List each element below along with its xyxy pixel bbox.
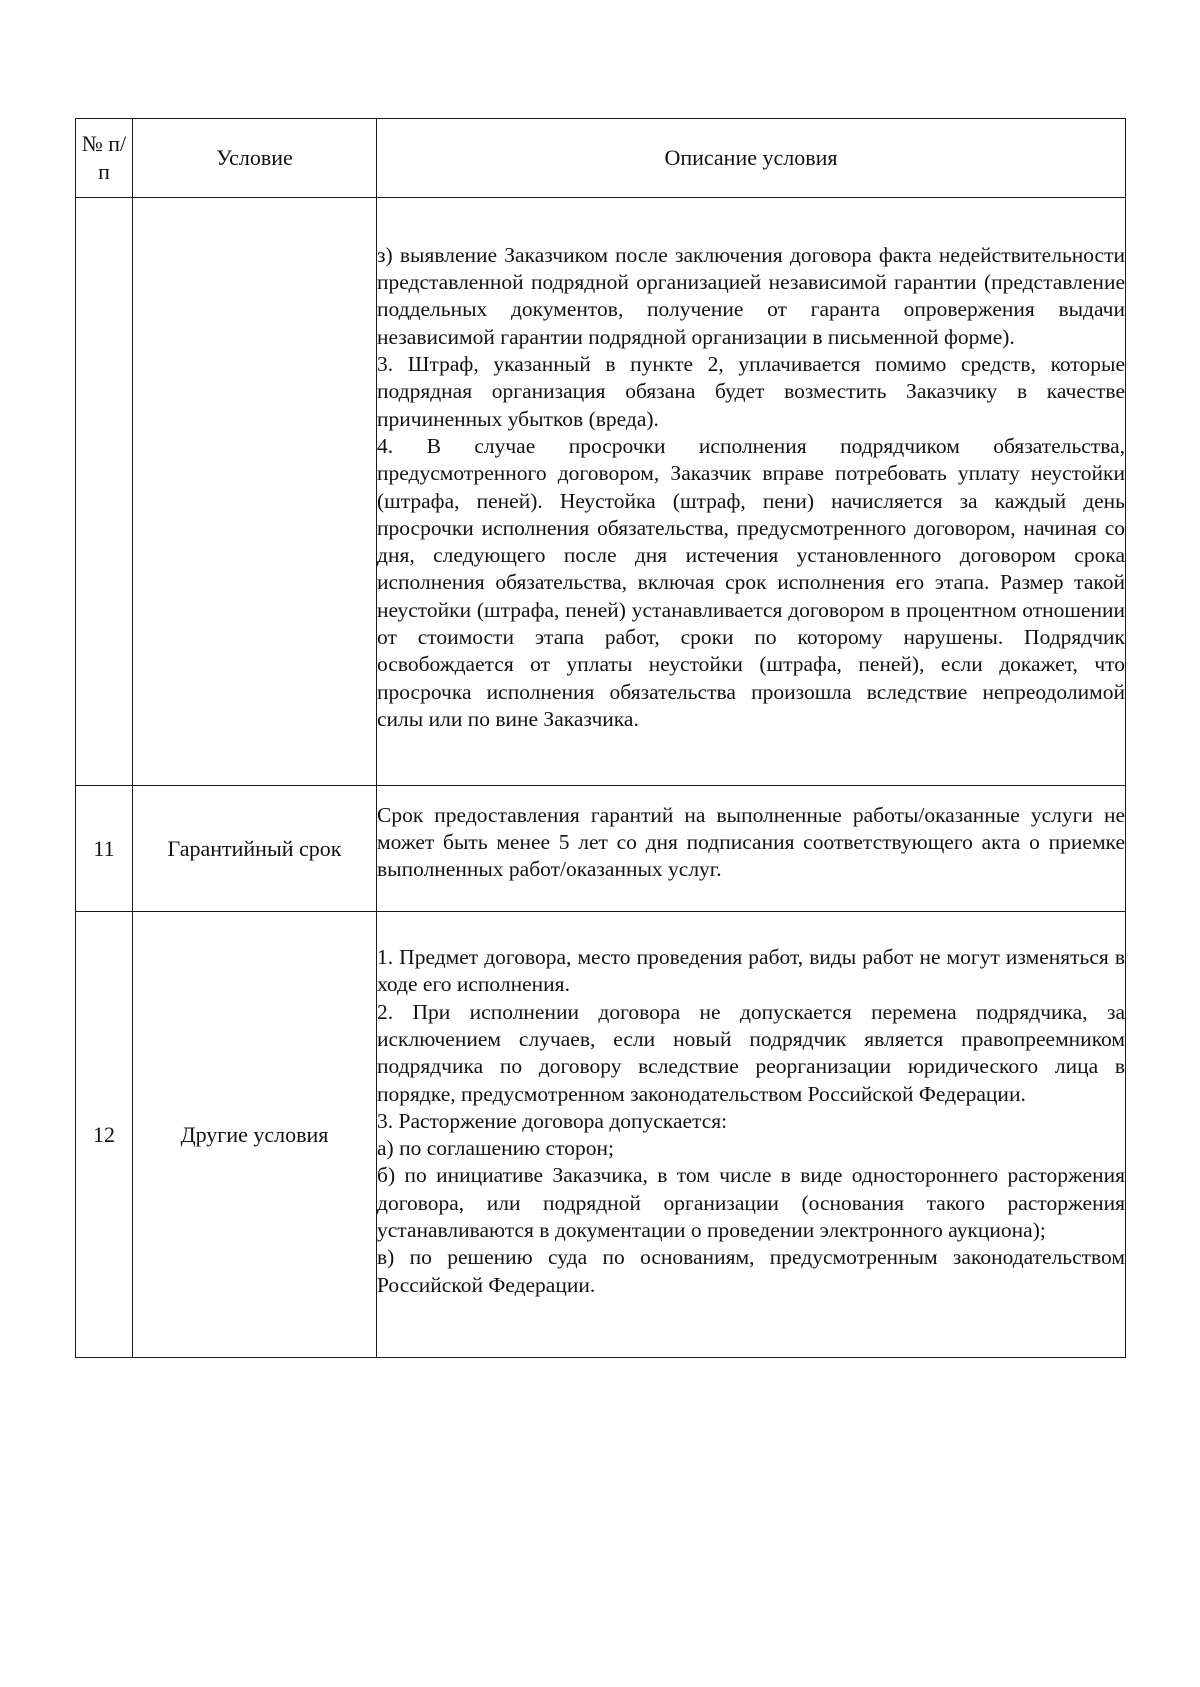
description-paragraph: в) по решению суда по основаниям, предусмотренным законодательством Российской Федерации. [377,1245,1125,1297]
row-number: 12 [76,912,133,1358]
row-condition: Другие условия [133,912,377,1358]
header-number: № п/п [76,119,133,198]
row-condition: Гарантийный срок [133,786,377,912]
row-number: 11 [76,786,133,912]
row-description [377,786,1126,912]
table-row [76,198,1126,786]
description-paragraph: 3. Расторжение договора допускается: [377,1108,728,1133]
description-paragraph: з) выявление Заказчиком после заключения договора факта недействительности представленной подрядной организацией независимой гарантии (представление поддельных документов, получение от гаранта опровержения выдачи независимой гарантии подрядной организации в письменной форме). [377,242,1125,349]
row-number [76,198,133,786]
conditions-table [75,118,1126,1358]
row-description [377,198,1126,786]
description-paragraph: 3. Штраф, указанный в пункте 2, уплачивается помимо средств, которые подрядная организация обязана будет возместить Заказчику в качестве причиненных убытков (вреда). [377,352,1125,431]
table-row [76,786,1126,912]
description-paragraph: а) по соглашению сторон; [377,1136,614,1161]
header-condition: Условие [133,119,377,198]
header-description: Описание условия [377,119,1126,198]
description-paragraph: Срок предоставления гарантий на выполненные работы/оказанные услуги не может быть менее 5 лет со дня подписания соответствующего акта о приемке выполненных работ/оказанных услуг. [377,802,1125,882]
row-condition [133,198,377,786]
description-paragraph: б) по инициативе Заказчика, в том числе в виде одностороннего расторжения договора, или подрядной организации (основания такого расторжения устанавливаются в документации о проведении электронного аукциона); [377,1163,1125,1243]
description-paragraph: 4. В случае просрочки исполнения подрядчиком обязательства, предусмотренного договором, Заказчик вправе потребовать уплату неустойки (штрафа, пеней). Неустойка (штраф, пени) начисляется за каждый день просрочки исполнения обязательства, предусмотренного договором, начиная со дня, следующего после дня истечения установленного договором срока исполнения обязательства, включая срок исполнения его этапа. Размер такой неустойки (штрафа, пеней) устанавливается договором в процентном отношении от стоимости этапа работ, сроки по которому нарушены. Подрядчик освобождается от уплаты неустойки (штрафа, пеней), если докажет, что просрочка исполнения обязательства произошла вследствие непреодолимой силы или по вине Заказчика. [377,433,1125,731]
table-header-row [76,119,1126,198]
row-description [377,912,1126,1358]
description-paragraph: 1. Предмет договора, место проведения работ, виды работ не могут изменяться в ходе его исполнения. [377,945,1125,997]
description-paragraph: 2. При исполнении договора не допускается перемена подрядчика, за исключением случаев, если новый подрядчик является правопреемником подрядчика по договору вследствие реорганизации юридического лица в порядке, предусмотренном законодательством Российской Федерации. [377,999,1125,1106]
table-row [76,912,1126,1358]
